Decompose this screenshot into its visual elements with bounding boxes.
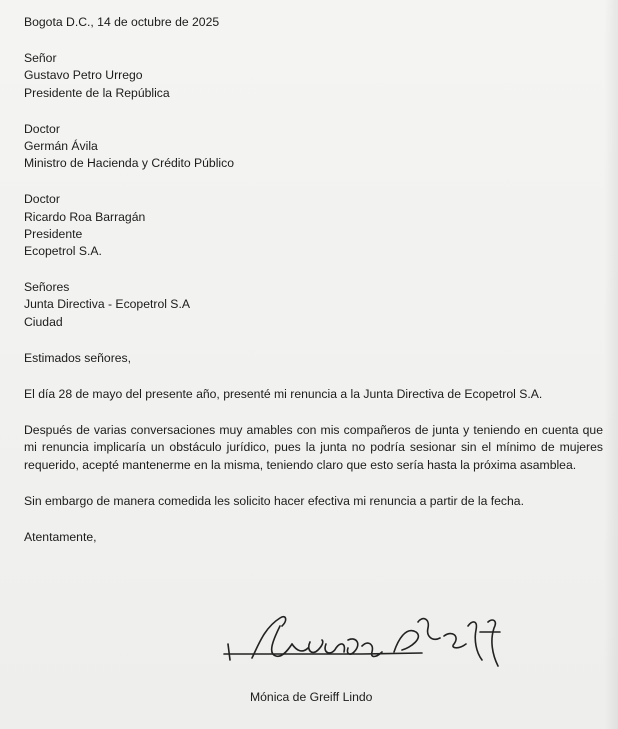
- signature: [222, 596, 522, 676]
- signer-name: Mónica de Greiff Lindo: [250, 690, 373, 704]
- recipient-block-3: [24, 191, 606, 260]
- recipient-salutation: Doctor: [24, 121, 60, 136]
- recipient-block-4: [24, 279, 606, 331]
- handwritten-signature-icon: [222, 596, 522, 676]
- recipient-city: Ciudad: [24, 314, 63, 329]
- recipient-name: Ricardo Roa Barragán: [24, 209, 146, 224]
- recipient-salutation: Señor: [24, 51, 57, 66]
- recipient-name: Junta Directiva - Ecopetrol S.A: [24, 297, 190, 312]
- paragraph-3: Sin embargo de manera comedida les solicito hacer efectiva mi renuncia a partir de la fecha.: [24, 493, 524, 508]
- letter-date: Bogota D.C., 14 de octubre de 2025: [24, 15, 220, 29]
- letter-greeting: Estimados señores,: [24, 350, 132, 365]
- letter-closing: Atentamente,: [24, 530, 97, 545]
- recipient-name: Germán Ávila: [24, 139, 98, 154]
- recipient-salutation: Señores: [24, 280, 70, 295]
- recipient-title: Ministro de Hacienda y Crédito Público: [24, 156, 234, 171]
- recipient-organization: Ecopetrol S.A.: [24, 244, 102, 259]
- page-edge-shadow: [604, 0, 618, 729]
- recipient-title: Presidente: [24, 226, 83, 241]
- recipient-block-1: [24, 50, 606, 102]
- recipient-block-2: [24, 121, 606, 173]
- recipient-title: Presidente de la República: [24, 85, 170, 100]
- recipient-salutation: Doctor: [24, 192, 60, 207]
- letter-body: [24, 14, 606, 546]
- paragraph-2: Después de varias conversaciones muy amables con mis compañeros de junta y teniendo en cuenta que mi renuncia implicaría un obstáculo jurídico, pues la junta no podría sesionar sin el mínimo de mujeres requerido, acepté mantenerme en la misma, teniendo claro que esto sería hasta la próxima asamblea.: [24, 423, 603, 472]
- paragraph-1: El día 28 de mayo del presente año, presenté mi renuncia a la Junta Directiva de Ecopetrol S.A.: [24, 387, 543, 402]
- recipient-name: Gustavo Petro Urrego: [24, 68, 143, 83]
